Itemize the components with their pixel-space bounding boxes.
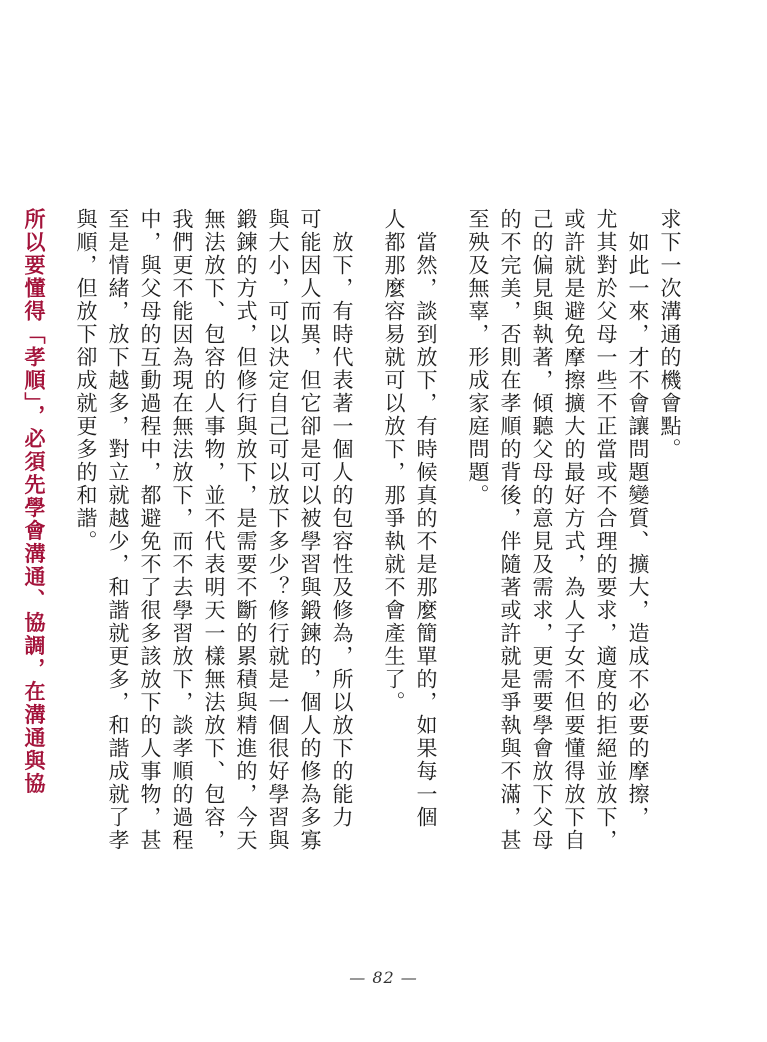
highlighted-text-column: 所以要懂得「孝順」，必須先學會溝通、協調，在溝通與協 xyxy=(22,208,47,796)
text-column-15: 我們更不能因為現在無法放下，而不去學習放下，談孝順的過程 xyxy=(170,208,194,852)
text-column-13: 鍛鍊的方式，但修行與放下，是需要不斷的累積與精進的，今天 xyxy=(234,208,258,852)
text-column-17: 至是情緒，放下越多，對立就越少，和諧就更多，和諧成就了孝 xyxy=(106,208,130,852)
text-column-8: 當然，談到放下，有時候真的不是那麼簡單的，如果每一個 xyxy=(414,208,438,829)
text-column-12: 與大小，可以決定自己可以放下多少？修行就是一個很好學習與 xyxy=(266,208,290,852)
text-column-2: 如此一來，才不會讓問題變質、擴大，造成不必要的摩擦， xyxy=(626,208,650,829)
text-column-3: 尤其對於父母一些不正當或不合理的要求，適度的拒絕並放下， xyxy=(594,208,618,852)
text-column-4: 或許就是避免摩擦擴大的最好方式，為人子女不但要懂得放下自 xyxy=(562,208,586,852)
text-column-6: 的不完美，否則在孝順的背後，伴隨著或許就是爭執與不滿，甚 xyxy=(498,208,522,852)
text-column-16: 中，與父母的互動過程中，都避免不了很多該放下的人事物，甚 xyxy=(138,208,162,852)
text-column-7: 至殃及無辜，形成家庭問題。 xyxy=(466,208,490,507)
vertical-text-body xyxy=(23,208,681,888)
text-column-10: 放下，有時代表著一個人的包容性及修為，所以放下的能力 xyxy=(330,208,354,829)
text-column-1: 求下一次溝通的機會點。 xyxy=(658,208,682,461)
text-column-9: 人都那麼容易就可以放下，那爭執就不會產生了。 xyxy=(382,208,406,714)
text-column-5: 己的偏見與執著，傾聽父母的意見及需求，更需要學會放下父母 xyxy=(530,208,554,852)
text-column-18: 與順，但放下卻成就更多的和諧。 xyxy=(74,208,98,553)
page-number: — 82 — xyxy=(349,968,418,987)
text-column-14: 無法放下、包容的人事物，並不代表明天一樣無法放下、包容， xyxy=(202,208,226,852)
text-column-11: 可能因人而異，但它卻是可以被學習與鍛鍊的，個人的修為多寡 xyxy=(298,208,322,852)
